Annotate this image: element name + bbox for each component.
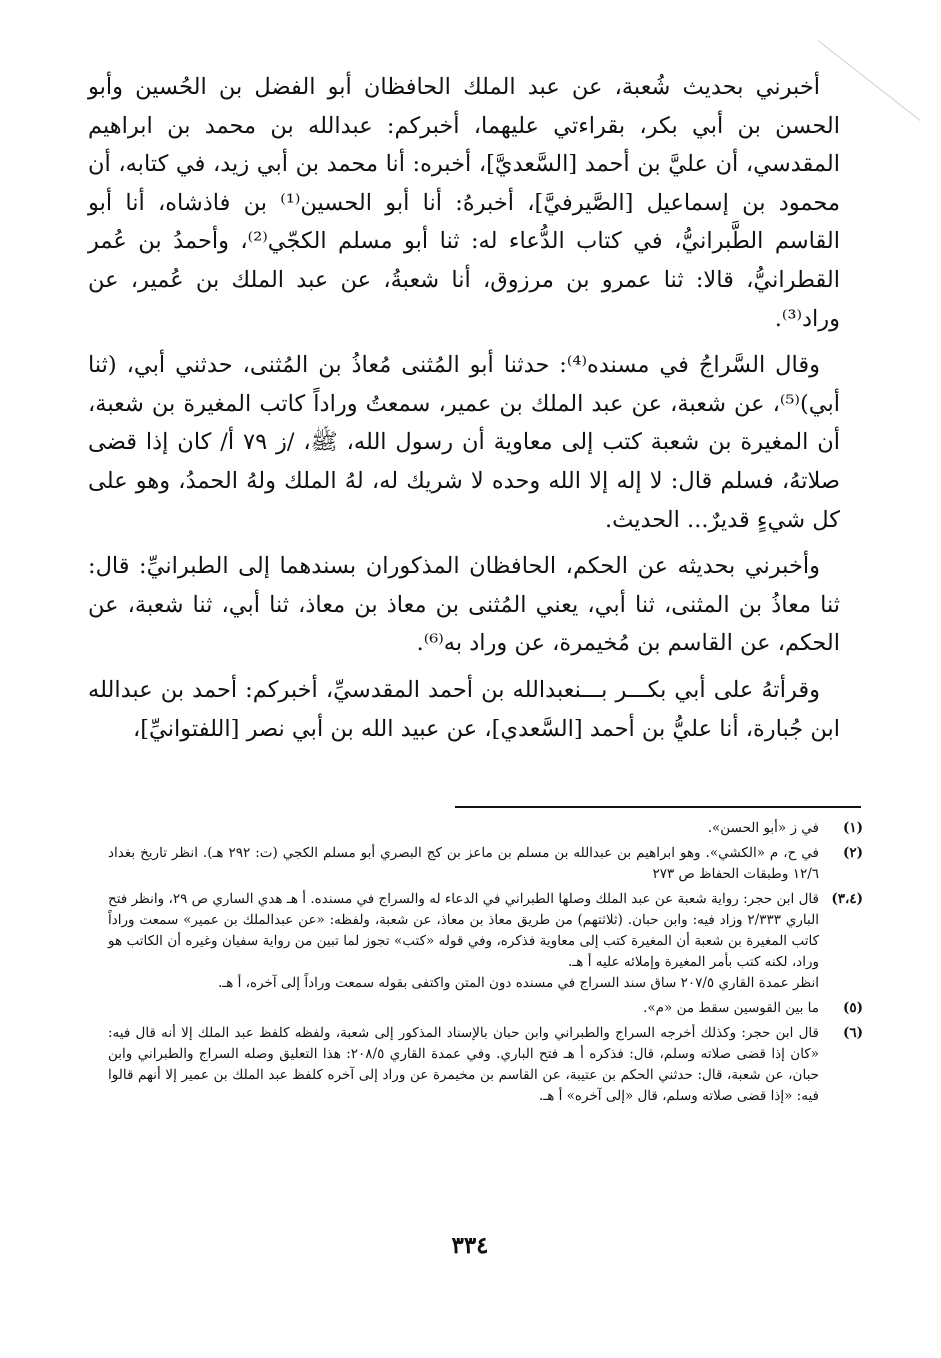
footnote <box>108 1023 863 1107</box>
footnote-line: قال ابن حجر: وكذلك أخرجه السراج والطبراني وابن حبان بالإسناد المذكور إلى شعبة، ولفظه كلفظ عبد الملك إلا أنه قال فيه: «كان إذا قضى صلاته وسلم، قال: فذكره أ هـ فتح الباري. وفي عمدة القاري ٢٠٨/٥: هذا التعليق وصله السراج والطبراني وابن حبان، عن شعبة، قال: حدثني الحكم بن عتيبة، عن القاسم بن مخيمرة عن وراد إلى آخره كلفظ عبد الملك بن عمير إلا أنهم قالوا فيه: «إذا قضى صلاته وسلم، قال «إلى آخره» أ هـ. <box>108 1025 820 1104</box>
page-number: ٣٣٤ <box>451 1232 489 1259</box>
footnote-line: ما بين القوسين سقط من «م». <box>643 1000 819 1016</box>
body-paragraph: أخبرني بحديث شُعبة، عن عبد الملك الحافظان أبو الفضل بن الحُسين وأبو الحسن بن أبي بكر، بقراءتي عليهما، أخبركم: عبدالله بن محمد بن ابراهيم المقدسي، أن عليَّ بن أحمد [السَّعديَّ]، أخبره: أنا محمد بن أبي زيد، في كتابه، أن محمود بن إسماعيل [الصَّيرفيَّ]، أخبرهُ: أنا أبو الحسين⁽¹⁾ بن فاذشاه، أنا أبو القاسم الطَّبرانيُّ، في كتاب الدُّعاء له: ثنا أبو مسلم الكجّي⁽²⁾، وأحمدُ بن عُمر القطرانيُّ، قالا: ثنا عمرو بن مرزوق، أنا شعبةُ، عن عبد الملك بن عُمير، عن وراد⁽³⁾. <box>88 74 840 332</box>
footnote-number: (٢) <box>842 845 863 861</box>
footnote-separator <box>455 806 861 808</box>
footnote <box>108 998 863 1019</box>
footnote-number: (١) <box>842 820 863 836</box>
footnote-text <box>108 843 819 885</box>
footnote-text <box>108 998 819 1019</box>
body-paragraph: وقال السَّراجُ في مسنده⁽⁴⁾: حدثنا أبو المُثنى مُعاذُ بن المُثنى، حدثني أبي، (ثنا أبي)⁽⁵⁾، عن شعبة، عن عبد الملك بن عمير، سمعتُ وراداً كاتب المغيرة بن شعبة، أن المغيرة بن شعبة كتب إلى معاوية أن رسول الله، ﷺ، /ز ٧٩ أ/ كان إذا قضى صلاتهُ، فسلم قال: لا إله إلا الله وحده لا شريك له، لهُ الملك ولهُ الحمدُ، وهو على كل شيءٍ قديرٌ... الحديث. <box>88 352 841 533</box>
footnote-line: في ز «أبو الحسن». <box>707 820 819 836</box>
footnote-number: (٣،٤) <box>831 891 863 907</box>
footnote <box>108 818 863 839</box>
footnote-text <box>108 1023 819 1107</box>
footnote-number: (٥) <box>842 1000 863 1016</box>
footnote-text <box>108 889 819 994</box>
footnote <box>108 889 863 994</box>
footnote-text <box>108 818 819 839</box>
footnote-line: في ح، م «الكشي». وهو ابراهيم بن عبدالله بن مسلم بن ماعز بن كج البصري أبو مسلم الكجي (ت: ٢٩٢ هـ). انظر تاريخ بغداد ١٢/٦ وطبقات الحفاظ ص ٢٧٣ <box>108 845 819 882</box>
main-text <box>88 68 840 756</box>
body-paragraph: وأخبرني بحديثه عن الحكم، الحافظان المذكوران بسندهما إلى الطبرانيِّ: قال: ثنا معاذُ بن المثنى، ثنا أبي، يعني المُثنى بن معاذ بن معاذ، ثنا أبي، ثنا شعبة، عن الحكم، عن القاسم بن مُخيمرة، عن وراد به⁽⁶⁾. <box>88 553 840 657</box>
footnote-number: (٦) <box>842 1025 863 1041</box>
footnote-line: قال ابن حجر: رواية شعبة عن عبد الملك وصلها الطبراني في الدعاء له والسراج في مسنده. أ هـ هدي الساري ص ٢٩، وانظر فتح الباري ٢/٣٣٣ وزاد فيه: وابن حبان. (ثلاثتهم) من طريق معاذ بن معاذ، عن شعبة، ولفظه: «عن عبدالملك بن عمير» سمعت وراداً كاتب المغيرة بن شعبة أن المغيرة كتب إلى معاوية فذكره، وفي قوله «كتب» تجوز لما تبين من رواية سفيان وغيره أن الكاتب هو وراد، لكنه كتب بأمر المغيرة وإملائه عليه أ هـ. <box>108 891 820 970</box>
footnotes <box>108 818 863 1111</box>
footnote <box>108 843 863 885</box>
footnote-line: انظر عمدة القاري ٢٠٧/٥ ساق سند السراج في مسنده دون المتن واكتفى بقوله سمعت وراداً إلى آخره، أ هـ. <box>217 975 819 991</box>
body-paragraph: وقرأتهُ على أبي بكـــر بـــنعبدالله بن أحمد المقدسيِّ، أخبركم: أحمد بن عبدالله ابن جُبارة، أنا عليُّ بن أحمد [السَّعدي]، عن عبيد الله بن أبي نصر [اللفتوانيِّ]، <box>88 676 840 742</box>
